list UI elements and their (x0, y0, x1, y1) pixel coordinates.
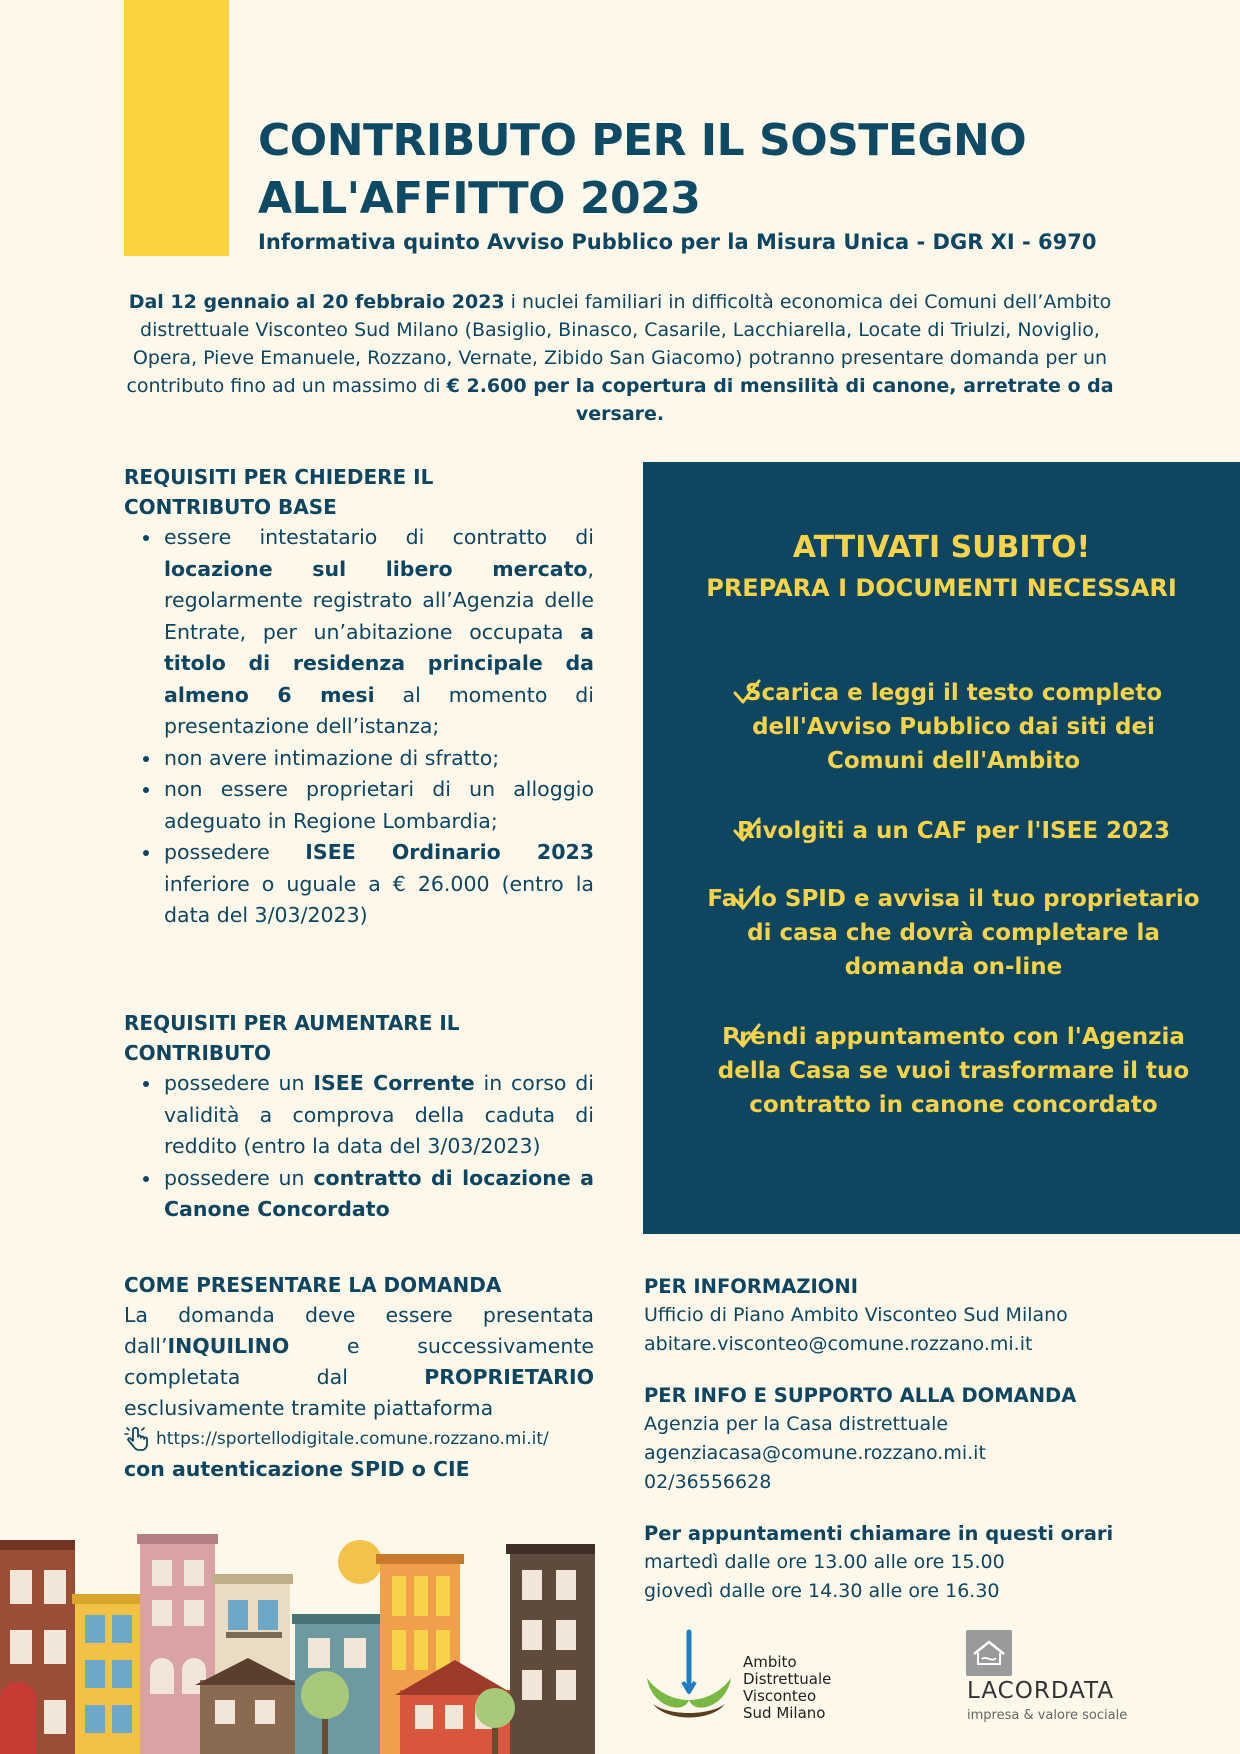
list-item-bold: contratto di locazione a Canone Concordato (164, 1165, 594, 1221)
how-text-part: La domanda deve essere presentata dall’ (124, 1303, 594, 1358)
requirements-increase-heading-line-1: REQUISITI PER AUMENTARE IL (124, 1011, 460, 1035)
authentication-note: con autenticazione SPID o CIE (124, 1457, 470, 1481)
list-item: • non essere proprietari di un alloggio adeguato in Regione Lombardia; (162, 774, 594, 837)
list-item-bold: ISEE Ordinario 2023 (305, 840, 594, 864)
ambito-logo-line: Distrettuale (743, 1670, 832, 1688)
list-item (162, 522, 594, 743)
list-item (162, 1163, 594, 1226)
list-item (162, 1068, 594, 1163)
requirements-base-heading-line-2: CONTRIBUTO BASE (124, 495, 337, 519)
intro-text: i nuclei familiari in difficoltà economica dei Comuni dell’Ambito distrettuale Visconteo Sud Milano (Basiglio, Binasco, Casarile, Lacchiarella, Locate di Triulzi, Noviglio, Opera, Pieve Emanuele, Rozzano, Vernate, Zibido San Giacomo) potranno presentare domanda per un contributo fino ad un massimo di (126, 291, 1112, 397)
how-bold-tenant: INQUILINO (167, 1334, 290, 1358)
list-item (162, 837, 594, 932)
title-line-2: ALL'AFFITTO 2023 (258, 173, 701, 224)
contact-info-section (644, 1272, 1204, 1606)
hand-pointer-icon (124, 1426, 150, 1452)
ambito-leaf-icon (643, 1628, 739, 1724)
list-item: • non avere intimazione di sfratto; (162, 743, 594, 775)
ambito-logo-line: Ambito (743, 1653, 797, 1671)
list-item-bold: locazione sul libero mercato (164, 556, 588, 581)
requirements-base-heading-line-1: REQUISITI PER CHIEDERE IL (124, 465, 434, 489)
support-agency: Agenzia per la Casa distrettuale (644, 1413, 949, 1435)
checkmark-icon (733, 816, 761, 844)
how-to-apply-section (124, 1270, 594, 1485)
support-email-link[interactable]: agenziacasa@comune.rozzano.mi.it (644, 1442, 986, 1464)
panel-subtitle: PREPARA I DOCUMENTI NECESSARI (706, 574, 1177, 602)
requirements-increase-heading (124, 1008, 594, 1068)
lacordata-name: LACORDATA (967, 1678, 1115, 1704)
requirements-base-list (124, 522, 594, 932)
list-item-bold: a titolo di residenza principale da almeno 6 mesi (164, 619, 594, 707)
requirements-increase-list (124, 1068, 594, 1226)
requirements-base-section (124, 462, 594, 932)
step-item (691, 1020, 1206, 1122)
lacordata-house-icon (966, 1630, 1012, 1676)
list-item-text: , regolarmente registrato all’Agenzia delle Entrate, per un’abitazione occupata (164, 556, 594, 644)
town-illustration (0, 1520, 595, 1754)
platform-link[interactable]: https://sportellodigitale.comune.rozzano.mi.it/ (156, 1429, 549, 1449)
step-text: Scarica e leggi il testo completo dell'Avviso Pubblico dai siti dei Comuni dell'Ambito (744, 680, 1163, 774)
list-item-text: in corso di validità a comprova della caduta di reddito (entro la data del 3/03/2023) (164, 1071, 594, 1158)
intro-amount: € 2.600 per la copertura di mensilità di canone, arretrate o da versare. (446, 375, 1114, 425)
requirements-increase-heading-line-2: CONTRIBUTO (124, 1041, 272, 1065)
intro-dates: Dal 12 gennaio al 20 febbraio 2023 (128, 291, 505, 313)
list-item-text: possedere un (164, 1071, 314, 1095)
requirements-base-heading (124, 462, 594, 522)
hours-tuesday: martedì dalle ore 13.00 alle ore 15.00 (644, 1551, 1005, 1573)
step-text: Fai lo SPID e avvisa il tuo proprietario di casa che dovrà completare la domanda on-line (707, 886, 1200, 980)
list-item-text: inferiore o uguale a € 26.000 (entro la data del 3/03/2023) (164, 871, 594, 927)
page-subtitle: Informativa quinto Avviso Pubblico per la Misura Unica - DGR XI - 6970 (258, 230, 1097, 254)
list-item-text: possedere un (164, 1165, 314, 1190)
step-text: Rivolgiti a un CAF per l'ISEE 2023 (736, 818, 1171, 844)
ambito-logo-line: Visconteo (743, 1687, 817, 1705)
step-item (691, 814, 1206, 848)
support-phone: 02/36556628 (644, 1471, 772, 1493)
requirements-increase-section (124, 1008, 594, 1226)
how-bold-owner: PROPRIETARIO (424, 1365, 594, 1389)
panel-title: ATTIVATI SUBITO! (792, 530, 1091, 565)
ambito-logo (643, 1628, 863, 1724)
list-item-text: possedere (164, 840, 306, 864)
checkmark-icon (733, 884, 761, 912)
step-item (691, 882, 1206, 984)
page-title (258, 112, 1078, 228)
header-accent-bar (124, 0, 229, 256)
how-text-part: e successivamente completata dal (124, 1334, 594, 1389)
ambito-logo-text (743, 1654, 831, 1722)
how-text-part: esclusivamente tramite piattaforma (124, 1396, 494, 1420)
hours-thursday: giovedì dalle ore 14.30 alle ore 16.30 (644, 1580, 1000, 1602)
call-to-action-panel (643, 462, 1240, 1234)
intro-paragraph (118, 288, 1122, 428)
how-to-apply-text (124, 1300, 594, 1424)
lacordata-tagline: impresa & valore sociale (967, 1708, 1128, 1723)
list-item-text: al momento di presentazione dell’istanza; (164, 682, 594, 738)
title-line-1: CONTRIBUTO PER IL SOSTEGNO (258, 115, 1027, 166)
lacordata-logo (962, 1630, 1162, 1726)
hours-heading: Per appuntamenti chiamare in questi orari (644, 1522, 1114, 1545)
how-to-apply-heading: COME PRESENTARE LA DOMANDA (124, 1273, 502, 1297)
support-heading: PER INFO E SUPPORTO ALLA DOMANDA (644, 1384, 1077, 1407)
platform-link-row (124, 1424, 594, 1454)
list-item-text: essere intestatario di contratto di (164, 525, 594, 549)
info-heading: PER INFORMAZIONI (644, 1275, 858, 1298)
info-office: Ufficio di Piano Ambito Visconteo Sud Milano (644, 1304, 1068, 1326)
info-email-link[interactable]: abitare.visconteo@comune.rozzano.mi.it (644, 1333, 1033, 1355)
checkmark-icon (733, 1022, 761, 1050)
ambito-logo-line: Sud Milano (743, 1704, 826, 1722)
step-text: Prendi appuntamento con l'Agenzia della Casa se vuoi trasformare il tuo contratto in canone concordato (717, 1024, 1190, 1118)
checkmark-icon (733, 678, 761, 706)
list-item-bold: ISEE Corrente (313, 1071, 475, 1095)
step-item (691, 676, 1206, 778)
